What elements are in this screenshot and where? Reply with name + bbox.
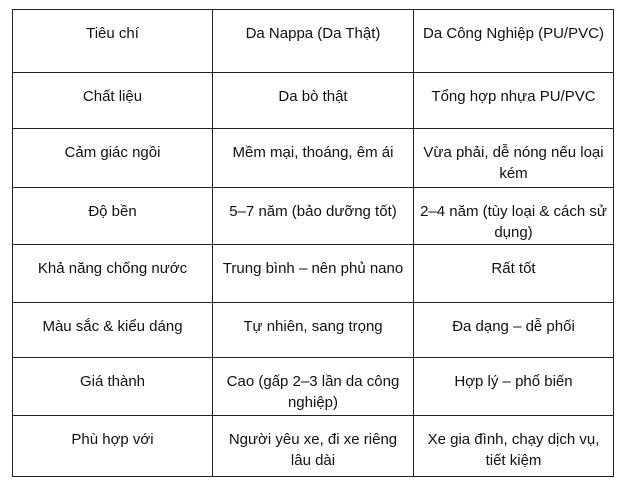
table-row bbox=[13, 73, 614, 129]
table-row bbox=[13, 129, 614, 188]
header-cell-synthetic: Da Công Nghiệp (PU/PVC) bbox=[414, 10, 614, 73]
criteria-cell: Chất liệu bbox=[13, 73, 213, 129]
table-row bbox=[13, 358, 614, 416]
criteria-cell: Màu sắc & kiểu dáng bbox=[13, 303, 213, 358]
header-cell-criteria: Tiêu chí bbox=[13, 10, 213, 73]
criteria-cell: Cảm giác ngồi bbox=[13, 129, 213, 188]
nappa-cell: Tự nhiên, sang trọng bbox=[213, 303, 414, 358]
synthetic-cell: Vừa phải, dễ nóng nếu loại kém bbox=[414, 129, 614, 188]
nappa-cell: Mềm mại, thoáng, êm ái bbox=[213, 129, 414, 188]
criteria-cell: Phù hợp với bbox=[13, 416, 213, 477]
synthetic-cell: Rất tốt bbox=[414, 245, 614, 303]
comparison-table bbox=[12, 9, 614, 477]
table-row bbox=[13, 188, 614, 245]
table-header-row bbox=[13, 10, 614, 73]
nappa-cell: Trung bình – nên phủ nano bbox=[213, 245, 414, 303]
nappa-cell: Cao (gấp 2–3 lần da công nghiệp) bbox=[213, 358, 414, 416]
table-row bbox=[13, 416, 614, 477]
nappa-cell: Da bò thật bbox=[213, 73, 414, 129]
criteria-cell: Giá thành bbox=[13, 358, 213, 416]
table-row bbox=[13, 245, 614, 303]
nappa-cell: Người yêu xe, đi xe riêng lâu dài bbox=[213, 416, 414, 477]
synthetic-cell: Đa dạng – dễ phối bbox=[414, 303, 614, 358]
table-row bbox=[13, 303, 614, 358]
criteria-cell: Khả năng chống nước bbox=[13, 245, 213, 303]
synthetic-cell: Tổng hợp nhựa PU/PVC bbox=[414, 73, 614, 129]
synthetic-cell: Hợp lý – phổ biến bbox=[414, 358, 614, 416]
synthetic-cell: 2–4 năm (tùy loại & cách sử dụng) bbox=[414, 188, 614, 245]
nappa-cell: 5–7 năm (bảo dưỡng tốt) bbox=[213, 188, 414, 245]
header-cell-nappa: Da Nappa (Da Thật) bbox=[213, 10, 414, 73]
criteria-cell: Độ bền bbox=[13, 188, 213, 245]
synthetic-cell: Xe gia đình, chạy dịch vụ, tiết kiệm bbox=[414, 416, 614, 477]
